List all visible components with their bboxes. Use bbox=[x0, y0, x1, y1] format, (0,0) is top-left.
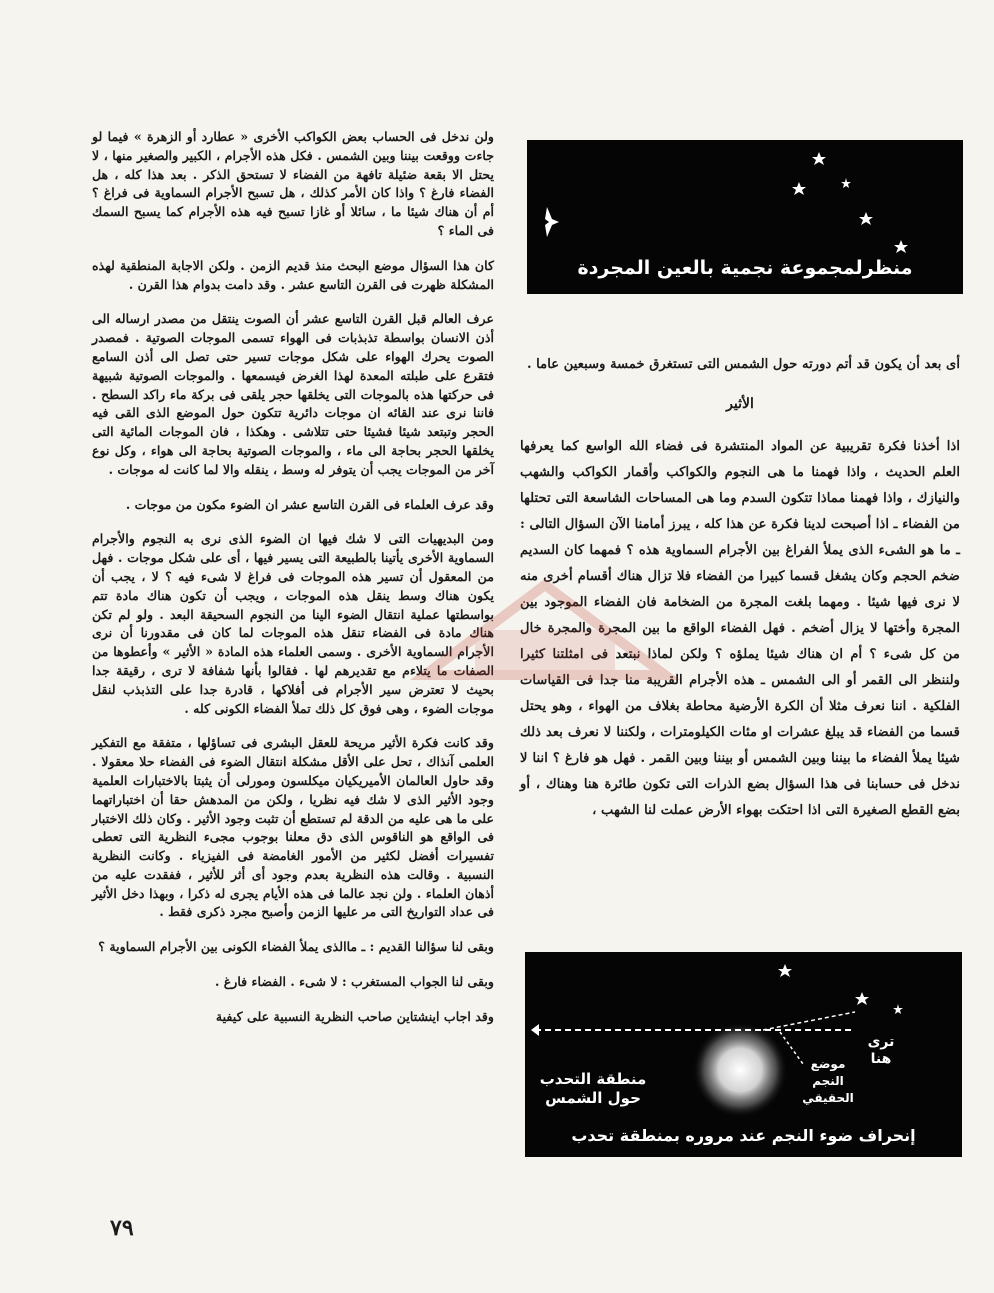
light-bending-figure bbox=[525, 952, 962, 1157]
constellation-caption: منظرلمجموعة نجمية بالعين المجردة bbox=[577, 257, 913, 279]
star-icon bbox=[893, 1004, 903, 1014]
section-heading: الأثير bbox=[726, 395, 754, 412]
star-icon bbox=[841, 178, 851, 188]
star-icon bbox=[545, 207, 559, 237]
arrow-icon bbox=[531, 1024, 539, 1036]
body-paragraph: اذا أخذنا فكرة تقريبية عن المواد المنتشرة فى فضاء الله الواسع كما يعرفها العلم الحديث ، واذا فهمنا ما هى النجوم والكواكب وأقمار الكواكب والشهب والنيازك ، واذا فهمنا مماذا تتكون السدم وما هى المساحات الشاسعة التى تحتلها من الفضاء ـ اذا أصبحت لدينا فكرة عن هذا كله ، يبرز أمامنا الآن السؤال التالى : ـ ما هو الشىء الذى يملأ الفراغ بين الأجرام السماوية هذه ؟ فمهما كان السديم ضخم الحجم وكان يشغل قسما كبيرا من الفضاء فلا تزال هناك أقسام أخرى منه لا نرى فيها شيئا . ومهما بلغت المجرة من الضخامة فان الفضاء الموجود بين المجرة وأختها لا يزال أضخم . فهل الفضاء الواقع ما بين المجرة والمجرة خال من كل شىء ؟ أم ان هناك شيئا يملؤه ؟ ولكن لماذا نبتعد فى امثلتنا كثيرا ولننظر الى القمر أو الى الشمس ـ هذه الأجرام القريبة منا جدا فى القياسات الفلكية . اننا نعرف مثلا أن الكرة الأرضية محاطة بغلاف من الهواء ، وهو يحتل قسما من الفضاء قد يبلغ عشرات او مئات الكيلومترات ، ولكننا لا نعرف بعد ذلك شيئا يملأ الفضاء ما بيننا وبين الشمس أو بيننا وبين القمر . فهل هو فارغ ؟ اننا لا ندخل فى حسابنا فى هذا السؤال بضع الذرات التى تكون طائرة هنا وهناك ، أو بضع القطع الصغيرة التى اذا احتكت بهواء الأرض عملت لنا الشهب ، bbox=[520, 438, 960, 818]
paragraph: وقد كانت فكرة الأثير مريحة للعقل البشرى فى تساؤلها ، متفقة مع التفكير العلمى آنذاك ، تحل على الأقل مشكلة انتقال الضوء فى الفضاء حلا معقولا . وقد حاول العالمان الأميريكيان ميكلسون ومورلى أن يثبتا بالاختبارات العلمية وجود الأثير الذى لا شك فيه نظريا ، ولكن من المدهش حقا أن اختباراتهما على ما هى عليه من الدقة لم تستطع أن تثبت وجود الأثير . وكان ذلك الاختبار فى الواقع هو الناقوس الذى دق معلنا بوجوب مجىء النظرية التى تعطى تفسيرات أفضل لكثير من الأمور الغامضة فى الفيزياء . وكانت النظرية النسبية . وقالت هذه النظرية بعدم وجود أى أثر للأثير ، ففقدت عليه من أذهان العلماء . ولن نجد عالما فى هذه الأيام يجرى له ذكرا ، وبهذا دخل الأثير فى عداد التواريخ التى مر عليها الزمن وأصبح مجرد ذكرى فقط . bbox=[92, 735, 494, 920]
star-icon bbox=[859, 212, 873, 225]
label-true-position: موضع النجم الحقيقي bbox=[802, 1057, 854, 1105]
paragraph: ومن البديهيات التى لا شك فيها ان الضوء الذى نرى به النجوم والأجرام السماوية الأخرى يأتينا بالطبيعة التى يسير فيها ، أى على شكل موجات . فهل من المعقول أن تسير هذه الموجات فى فراغ لا شىء فيه ؟ لا ، يجب أن يكون هناك وسط ينقل هذه الموجات ، ويجب أن تكون هناك مادة تتم بواسطتها عملية انتقال الضوء الينا من النجوم السحيقة البعد . ولو لم تكن هناك مادة فى الفضاء تنقل هذه الموجات لما كان فى مقدورنا أن نرى الأجرام السماوية الأخرى . وسمى العلماء هذه المادة « الأثير » وأعطوها من الصفات ما يتلاءم مع تقديرهم لها . فقالوا بأنها شفافة لا ترى ، رقيقة جدا بحيث لا تعترض سير الأجرام فى أفلاكها ، قادرة جدا على التذبذب لنقل موجات الضوء ، وهى فوق كل ذلك تملأ الفضاء الكونى كله . bbox=[92, 531, 494, 716]
paragraph: عرف العالم قبل القرن التاسع عشر أن الصوت ينتقل من مصدر ارساله الى أذن الانسان بواسطة تذبذبات فى الهواء تسمى الموجات الصوتية . فمصدر الصوت يحرك الهواء على شكل موجات تسير حتى تصل الى أذن السامع فتقرع على طبلته المعدة لهذا الغرض فيسمعها . والموجات الصوتية شبيهة فى حركتها هذه بالموجات التى يخلقها حجر يلقى فى بركة ماء راكد السطح . فاننا نرى عند القائه ان موجات دائرية تتكون حول الموضع الذى القى فيه الحجر وتبتعد شيئا فشيئا حتى تتلاشى . وهكذا ، فان الموجات المائية التى يخلقها الحجر بحاجة الى ماء ، والموجات الصوتية بحاجة الى هواء ، وكل نوع آخر من الموجات يجب أن يتوفر له وسط ، ينقله والا لما كانت له موجات . bbox=[92, 311, 494, 477]
light-bending-caption: إنحراف ضوء النجم عند مروره بمنطقة تحدب bbox=[571, 1126, 916, 1145]
sun-icon bbox=[692, 1022, 788, 1118]
paragraph: كان هذا السؤال موضع البحث منذ قديم الزمن . ولكن الاجابة المنطقية لهذه المشكلة ظهرت فى القرن التاسع عشر . وقد دامت بدوام هذا القرن . bbox=[92, 257, 494, 292]
paragraph: وقد عرف العلماء فى القرن التاسع عشر ان الضوء مكون من موجات . bbox=[125, 496, 494, 512]
star-icon bbox=[812, 152, 826, 165]
paragraph: وقد اجاب اينشتاين صاحب النظرية النسبية على كيفية bbox=[215, 1008, 494, 1024]
star-icon bbox=[855, 992, 869, 1005]
star-icon bbox=[778, 964, 792, 977]
label-seen: ترى هنا bbox=[867, 1034, 895, 1067]
paragraph: وبقى لنا سؤالنا القديم : ـ ماالذى يملأ الفضاء الكونى بين الأجرام السماوية ؟ bbox=[98, 939, 494, 955]
left-column bbox=[92, 128, 494, 1043]
true-ray-line bbox=[763, 1012, 855, 1030]
label-curvature-zone: منطقة التحدب حول الشمس bbox=[539, 1070, 647, 1107]
page-number: ٧٩ bbox=[110, 1215, 134, 1241]
right-column bbox=[520, 355, 960, 836]
star-icon bbox=[792, 182, 806, 195]
paragraph: ولن ندخل فى الحساب بعض الكواكب الأخرى « عطارد أو الزهرة » فيما لو جاءت ووقعت بيننا وبين الشمس . فكل هذه الأجرام ، الكبير والصغير منها ، لا يحتل الا بقعة ضئيلة تافهة من الفضاء لا تستحق الذكر . بعد هذا كله ، هل الفضاء فارغ ؟ واذا كان الأمر كذلك ، هل تسبح الأجرام السماوية فى فراغ ؟ أم أن هناك شيئا ما ، سائلا أو غازا تسبح فيه هذه الأجرام كما يسبح السمك فى الماء ؟ bbox=[92, 129, 494, 238]
intro-paragraph: أى بعد أن يكون قد أتم دورته حول الشمس التى تستغرق خمسة وسبعين عاما . bbox=[526, 357, 960, 372]
constellation-figure bbox=[527, 140, 963, 294]
paragraph: وبقى لنا الجواب المستغرب : لا شىء . الفضاء فارغ . bbox=[214, 974, 494, 990]
